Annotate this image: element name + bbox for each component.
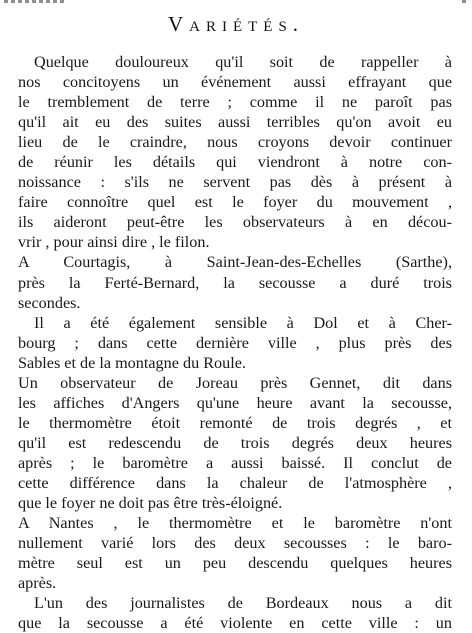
text-line: secondes. (18, 293, 81, 312)
text-line: le thermomètre étoit remonté de trois degrés , et (18, 413, 452, 432)
section-title: Variétés. (167, 12, 305, 36)
header-fragment-right (462, 0, 466, 3)
text-line: Quelque douloureux qu'il soit de rappeller à (34, 53, 452, 71)
text-line: que la secousse a été violente en cette ville : un (18, 614, 452, 633)
text-line: qu'il est redescendu de trois degrés deux heures (18, 433, 452, 452)
text-line: A Nantes , le thermomètre et le baromètre n'ont (18, 514, 452, 533)
text-line: ils aideront peut-être les observateurs à en décou- (18, 213, 452, 232)
header-fragment-left (4, 0, 64, 3)
text-line: L'un des journalistes de Bordeaux nous a dit (34, 594, 452, 613)
text-line: noissance : s'ils ne servent pas dès à présent à (18, 173, 452, 192)
text-line: A Courtagis, à Saint-Jean-des-Echelles (Sarthe), (18, 253, 452, 272)
text-line: Sables et de la montagne du Roule. (18, 353, 246, 372)
text-line: lieu de le craindre, nous croyons devoir continuer (18, 133, 452, 152)
text-line: de réunir les détails qui viendront à notre con- (18, 153, 452, 172)
text-line: cette différence dans la chaleur de l'atmosphère , (18, 473, 452, 492)
text-line: que le foyer ne doit pas être très-éloigné. (18, 494, 283, 513)
text-line: le tremblement de terre ; comme il ne paroît pas (18, 93, 452, 112)
text-line: près la Ferté-Bernard, la secousse a duré trois (18, 273, 452, 292)
text-line: qu'il ait eu des suites aussi terribles qu'on avoit eu (18, 113, 452, 132)
text-line: après. (18, 574, 57, 593)
text-line: faire connoître quel est le foyer du mouvement , (18, 193, 452, 212)
text-line: vrir , pour ainsi dire , le filon. (18, 233, 210, 252)
text-line: nos concitoyens un événement aussi effrayant que (18, 73, 452, 92)
cropped-header-rule (0, 0, 472, 5)
text-line: Il a été également sensible à Dol et à Cher- (34, 313, 452, 332)
text-line: mètre seul est un peu descendu quelques heures (18, 554, 452, 573)
text-line: Un observateur de Joreau près Gennet, dit dans (18, 373, 452, 392)
text-line: bourg ; dans cette dernière ville , plus près des (18, 333, 452, 352)
text-line: nullement varié lors des deux secousses : le baro- (18, 534, 452, 553)
article-body (18, 52, 452, 633)
text-line: après ; le baromètre a aussi baissé. Il conclut de (18, 453, 452, 472)
text-line: les affiches d'Angers qu'une heure avant la secousse, (18, 393, 452, 412)
